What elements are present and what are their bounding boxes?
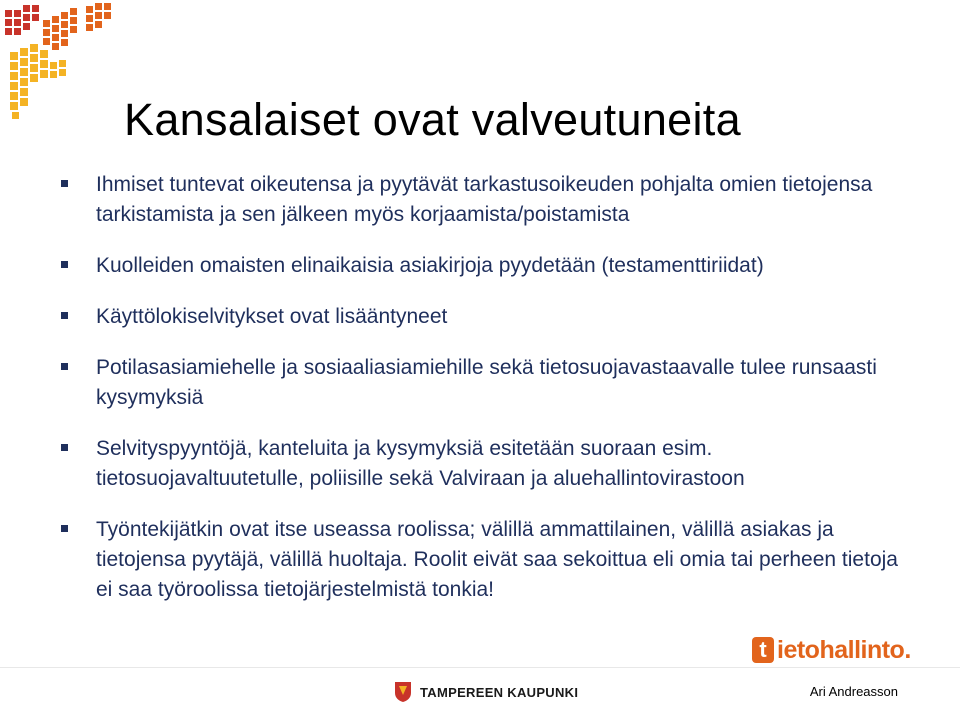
bullet-item bbox=[60, 434, 920, 494]
tieto-logo-text: ietohallinto. bbox=[777, 635, 911, 664]
tietohallinto-logo bbox=[752, 632, 911, 668]
tampere-logo-text: TAMPEREEN KAUPUNKI bbox=[420, 684, 579, 700]
bullet-text: Työntekijätkin ovat itse useassa roolissa; välillä ammattilainen, välillä asiakas ja tietojensa pyytäjä, välillä huoltaja. Roolit eivät saa sekoittua eli omia tai perheen tietoja ei saa työroolissa tietojärjestelmistä tonkia! bbox=[96, 518, 898, 601]
presenter-name: Ari Andreasson bbox=[809, 684, 898, 699]
bullet-item bbox=[60, 251, 920, 281]
bullet-text: Ihmiset tuntevat oikeutensa ja pyytävät tarkastusoikeuden pohjalta omien tietojensa tarkistamista ja sen jälkeen myös korjaamista/poistamista bbox=[96, 173, 873, 226]
bullet-text: Potilasasiamiehelle ja sosiaaliasiamiehille sekä tietosuojavastaavalle tulee runsaasti kysymyksiä bbox=[96, 356, 877, 409]
slide-title: Kansalaiset ovat valveutuneita bbox=[124, 94, 741, 145]
bullet-item bbox=[60, 302, 920, 332]
bullet-item bbox=[60, 170, 920, 230]
tampere-logo bbox=[394, 680, 578, 704]
bullet-item bbox=[60, 515, 920, 605]
tieto-logo-mark: t bbox=[752, 637, 774, 663]
bullet-text: Käyttölokiselvitykset ovat lisääntyneet bbox=[96, 305, 448, 328]
tampere-crest-icon bbox=[394, 681, 412, 703]
bullet-item bbox=[60, 353, 920, 413]
bullet-text: Selvityspyyntöjä, kanteluita ja kysymyksiä esitetään suoraan esim. tietosuojavaltuutetulle, poliisille sekä Valviraan ja aluehallintovirastoon bbox=[96, 437, 745, 490]
bullet-list bbox=[60, 170, 920, 605]
bullet-text: Kuolleiden omaisten elinaikaisia asiakirjoja pyydetään (testamenttiriidat) bbox=[96, 254, 764, 277]
corner-lattice-logo-icon bbox=[0, 0, 135, 140]
